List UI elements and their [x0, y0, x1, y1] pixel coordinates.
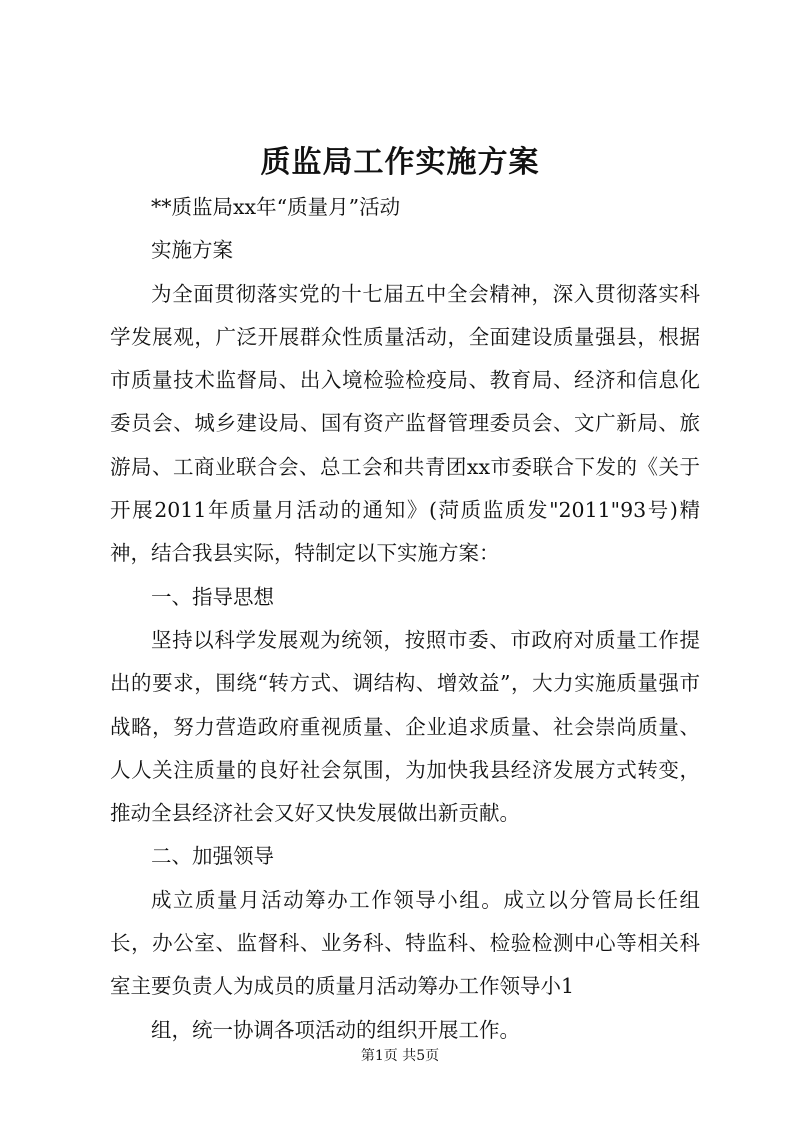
paragraph-introduction: 为全面贯彻落实党的十七届五中全会精神，深入贯彻落实科学发展观，广泛开展群众性质量活动，全面建设质量强县，根据市质量技术监督局、出入境检验检疫局、教育局、经济和信息化委员会、城乡建设局、国有资产监督管理委员会、文广新局、旅游局、工商业联合会、总工会和共青团xx市委联合下发的《关于开展2011年质量月活动的通知》(菏质监质发"2011"93号)精神，结合我县实际，特制定以下实施方案： — [110, 281, 700, 566]
paragraph-leadership: 成立质量月活动筹办工作领导小组。成立以分管局长任组长，办公室、监督科、业务科、特监科、检验检测中心等相关科室主要负责人为成员的质量月活动筹办工作领导小1 — [110, 887, 700, 999]
paragraph-plan-heading: 实施方案 — [151, 238, 233, 263]
section-heading-guiding-thought: 一、指导思想 — [151, 584, 274, 609]
document-body — [110, 186, 700, 1052]
paragraph-guiding-thought: 坚持以科学发展观为统领，按照市委、市政府对质量工作提出的要求，围绕“转方式、调结构、增效益”，大力实施质量强市战略，努力营造政府重视质量、企业追求质量、社会崇尚质量、人人关注质量的良好社会氛围，为加快我县经济发展方式转变，推动全县经济社会又好又快发展做出新贡献。 — [110, 627, 700, 826]
section-heading-leadership: 二、加强领导 — [151, 844, 274, 869]
paragraph-coordination: 组，统一协调各项活动的组织开展工作。 — [151, 1017, 520, 1042]
paragraph-activity-title: **质监局xx年“质量月”活动 — [151, 195, 401, 219]
page-number-footer: 第1页 共5页 — [360, 1048, 440, 1064]
document-title: 质监局工作实施方案 — [260, 145, 540, 180]
